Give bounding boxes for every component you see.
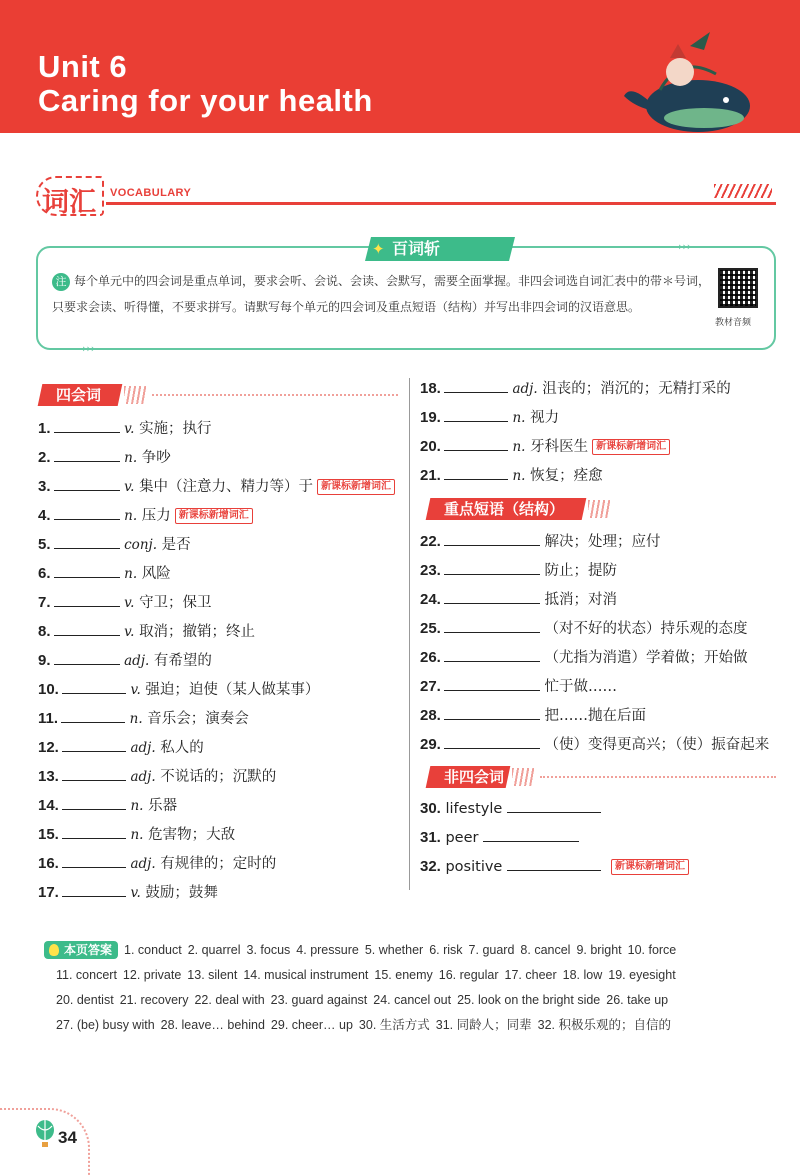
part-of-speech: adj. <box>130 856 156 872</box>
arrows-decoration-bottom: ››› <box>82 342 96 355</box>
answer-blank[interactable] <box>54 476 120 491</box>
balloon-icon <box>34 1120 56 1148</box>
answer-blank[interactable] <box>62 766 126 781</box>
vocab-item <box>38 505 253 526</box>
hatch-decoration <box>588 500 610 518</box>
item-number: 10. <box>38 681 59 698</box>
answer-entry: 29. cheer… up <box>270 1018 353 1032</box>
item-number: 23. <box>420 562 441 579</box>
answer-blank[interactable] <box>444 705 540 720</box>
part-of-speech: v. <box>124 624 135 640</box>
item-number: 9. <box>38 652 51 669</box>
meaning: 视力 <box>530 410 560 426</box>
meaning: 沮丧的；消沉的；无精打采的 <box>542 381 731 397</box>
item-number: 17. <box>38 884 59 901</box>
answer-entry: 27. (be) busy with <box>56 1018 155 1032</box>
hatch-decoration <box>124 386 146 404</box>
answer-blank[interactable] <box>507 798 601 813</box>
intro-note <box>36 239 776 355</box>
vocab-item <box>420 436 670 457</box>
answer-blank[interactable] <box>54 534 120 549</box>
column-divider <box>409 378 410 890</box>
answer-line <box>44 938 764 963</box>
item-number: 32. <box>420 858 441 875</box>
answer-entry: 20. dentist <box>56 993 114 1007</box>
item-number: 20. <box>420 438 441 455</box>
part-of-speech: v. <box>124 479 135 495</box>
part-of-speech: n. <box>130 798 144 814</box>
meaning: 恢复；痊愈 <box>530 468 603 484</box>
answer-blank[interactable] <box>54 505 120 520</box>
meaning: 集中（注意力、精力等）于 <box>139 479 314 495</box>
item-number: 25. <box>420 620 441 637</box>
meaning: 把……抛在后面 <box>544 708 646 724</box>
item-number: 24. <box>420 591 441 608</box>
hatch-decoration <box>714 184 772 198</box>
part-of-speech: n. <box>129 711 143 727</box>
meaning: 忙于做…… <box>544 679 617 695</box>
meaning: 风险 <box>141 566 171 582</box>
vocabulary-heading <box>36 176 776 216</box>
vocab-item <box>38 853 276 874</box>
meaning: 鼓励；鼓舞 <box>145 885 218 901</box>
answer-entry: 23. guard against <box>270 993 368 1007</box>
section-tag-phrases: 重点短语（结构） <box>426 498 587 520</box>
qr-label: 教材音频 <box>715 318 752 328</box>
meaning: 抵消；对消 <box>544 592 617 608</box>
phrase-item <box>420 734 769 755</box>
answer-blank[interactable] <box>62 795 126 810</box>
section-tag-non-four: 非四会词 <box>426 766 511 788</box>
answer-blank[interactable] <box>444 560 540 575</box>
item-number: 26. <box>420 649 441 666</box>
vocabulary-rule <box>106 202 776 205</box>
part-of-speech: n. <box>124 508 138 524</box>
answer-entry: 6. risk <box>429 943 463 957</box>
answer-blank[interactable] <box>62 853 126 868</box>
part-of-speech: v. <box>124 595 135 611</box>
vocab-item <box>38 534 191 555</box>
answer-blank[interactable] <box>54 418 120 433</box>
new-vocab-tag: 新课标新增词汇 <box>611 859 689 875</box>
part-of-speech: v. <box>130 682 141 698</box>
answer-entry: 10. force <box>627 943 677 957</box>
section-tag-four-skill: 四会词 <box>38 384 123 406</box>
answer-blank[interactable] <box>444 734 540 749</box>
item-number: 14. <box>38 797 59 814</box>
vocab-item <box>38 737 204 758</box>
header-banner <box>0 0 800 133</box>
part-of-speech: adj. <box>512 381 538 397</box>
vocab-item <box>38 650 212 671</box>
meaning: 强迫；迫使（某人做某事） <box>145 682 320 698</box>
vocabulary-title-cn: 词汇 <box>42 187 96 218</box>
item-number: 31. <box>420 829 441 846</box>
phrase-item <box>420 531 660 552</box>
vocab-item <box>38 795 177 816</box>
answer-entry: 19. eyesight <box>608 968 676 982</box>
answer-blank[interactable] <box>444 531 540 546</box>
note-body: 每个单元中的四会词是重点单词，要求会听、会说、会读、会默写，需要全面掌握。非四会词选自词汇表中的带＊号词，只要求会读、听得懂，不要求拼写。请默写每个单元的四会词及重点短语（结构）并写出非四会词的汉语意思。 <box>52 274 711 314</box>
answer-entry: 30. 生活方式 <box>358 1018 430 1032</box>
unit-number: Unit 6 <box>38 49 128 84</box>
answer-blank[interactable] <box>54 650 120 665</box>
item-number: 30. <box>420 800 441 817</box>
item-number: 1. <box>38 420 51 437</box>
vocab-item <box>38 621 255 642</box>
vocab-item <box>420 465 603 486</box>
answer-entry: 26. take up <box>606 993 669 1007</box>
answer-entry: 17. cheer <box>504 968 557 982</box>
vocab-item <box>38 418 212 439</box>
english-word: positive <box>445 859 503 875</box>
vocab-item <box>38 824 235 845</box>
item-number: 19. <box>420 409 441 426</box>
answer-entry: 21. recovery <box>119 993 189 1007</box>
non-four-item <box>420 827 579 848</box>
phrase-item <box>420 705 646 726</box>
meaning: 危害物；大敌 <box>148 827 236 843</box>
unit-name: Caring for your health <box>38 83 373 118</box>
vocab-item <box>38 679 319 700</box>
answer-line <box>44 988 764 1013</box>
answer-blank[interactable] <box>444 589 540 604</box>
answer-key <box>44 938 764 1038</box>
meaning: 有希望的 <box>153 653 212 669</box>
vocab-item <box>38 882 218 903</box>
whale-illustration <box>620 14 760 133</box>
vocabulary-title-en: VOCABULARY <box>110 187 192 199</box>
qr-code-icon[interactable] <box>718 268 758 308</box>
answer-entry: 28. leave… behind <box>160 1018 265 1032</box>
answer-entry: 2. quarrel <box>187 943 241 957</box>
part-of-speech: conj. <box>124 537 157 553</box>
phrase-item <box>420 618 747 639</box>
meaning: （对不好的状态）持乐观的态度 <box>544 621 748 637</box>
answer-blank[interactable] <box>62 679 126 694</box>
meaning: 是否 <box>161 537 191 553</box>
meaning: （使）变得更高兴；（使）振奋起来 <box>544 737 770 753</box>
meaning: 乐器 <box>148 798 178 814</box>
answer-entry: 1. conduct <box>124 943 182 957</box>
part-of-speech: adj. <box>130 740 156 756</box>
item-number: 15. <box>38 826 59 843</box>
note-text <box>52 268 720 320</box>
item-number: 7. <box>38 594 51 611</box>
answer-line <box>44 963 764 988</box>
item-number: 28. <box>420 707 441 724</box>
item-number: 29. <box>420 736 441 753</box>
answer-entry: 5. whether <box>364 943 424 957</box>
item-number: 2. <box>38 449 51 466</box>
meaning: 解决；处理；应付 <box>544 534 661 550</box>
unit-title <box>38 50 373 118</box>
answer-entry: 25. look on the bright side <box>457 993 601 1007</box>
vocab-item <box>38 476 395 497</box>
meaning: 争吵 <box>141 450 171 466</box>
phrase-item <box>420 647 747 668</box>
note-tag-label: 百词斩 <box>392 239 441 258</box>
vocab-item <box>38 563 171 584</box>
english-word: lifestyle <box>445 801 503 817</box>
new-vocab-tag: 新课标新增词汇 <box>317 479 395 495</box>
answer-entry: 8. cancel <box>520 943 571 957</box>
answer-entry: 31. 同龄人；同辈 <box>435 1018 532 1032</box>
hatch-decoration <box>512 768 534 786</box>
phrase-item <box>420 676 617 697</box>
item-number: 5. <box>38 536 51 553</box>
answer-blank[interactable] <box>54 592 120 607</box>
answer-blank[interactable] <box>54 447 120 462</box>
part-of-speech: adj. <box>124 653 150 669</box>
meaning: 私人的 <box>160 740 204 756</box>
answer-blank[interactable] <box>444 676 540 691</box>
new-vocab-tag: 新课标新增词汇 <box>175 508 253 524</box>
answer-blank[interactable] <box>54 563 120 578</box>
meaning: 牙科医生 <box>530 439 589 455</box>
item-number: 18. <box>420 380 441 397</box>
meaning: 实施；执行 <box>139 421 212 437</box>
answer-entry: 9. bright <box>576 943 622 957</box>
vocab-item <box>420 378 731 399</box>
answer-blank[interactable] <box>444 378 508 393</box>
part-of-speech: v. <box>130 885 141 901</box>
answer-blank[interactable] <box>62 882 126 897</box>
page-number: 34 <box>58 1128 77 1147</box>
answer-entry: 12. private <box>122 968 182 982</box>
vocab-item <box>38 592 212 613</box>
part-of-speech: n. <box>124 566 138 582</box>
answer-entry: 7. guard <box>468 943 515 957</box>
answer-entry: 32. 积极乐观的；自信的 <box>537 1018 671 1032</box>
meaning: （尤指为消遣）学着做；开始做 <box>544 650 748 666</box>
note-marker: 注 <box>52 273 70 291</box>
phrase-item <box>420 560 617 581</box>
answer-blank[interactable] <box>444 436 508 451</box>
answer-blank[interactable] <box>444 407 508 422</box>
answer-entry: 22. deal with <box>194 993 265 1007</box>
vocab-item <box>38 708 249 729</box>
vocab-item <box>420 407 559 428</box>
part-of-speech: n. <box>130 827 144 843</box>
meaning: 取消；撤销；终止 <box>139 624 256 640</box>
new-vocab-tag: 新课标新增词汇 <box>592 439 670 455</box>
english-word: peer <box>445 830 479 846</box>
answer-blank[interactable] <box>444 618 540 633</box>
part-of-speech: n. <box>124 450 138 466</box>
answer-line <box>44 1013 764 1038</box>
answer-entry: 4. pressure <box>296 943 359 957</box>
runner-icon: ✦ <box>372 240 385 258</box>
meaning: 不说话的；沉默的 <box>160 769 277 785</box>
dotted-rule <box>152 394 398 396</box>
answer-entry: 16. regular <box>438 968 499 982</box>
item-number: 4. <box>38 507 51 524</box>
answer-entry: 15. enemy <box>374 968 433 982</box>
answer-blank[interactable] <box>62 737 126 752</box>
part-of-speech: n. <box>512 410 526 426</box>
part-of-speech: n. <box>512 439 526 455</box>
meaning: 防止；提防 <box>544 563 617 579</box>
answer-blank[interactable] <box>444 647 540 662</box>
item-number: 12. <box>38 739 59 756</box>
part-of-speech: adj. <box>130 769 156 785</box>
meaning: 压力 <box>141 508 171 524</box>
meaning: 有规律的；定时的 <box>160 856 277 872</box>
answer-blank[interactable] <box>483 827 579 842</box>
answer-entry: 24. cancel out <box>373 993 452 1007</box>
phrase-item <box>420 589 617 610</box>
item-number: 16. <box>38 855 59 872</box>
part-of-speech: v. <box>124 421 135 437</box>
arrows-decoration: ››› <box>678 240 692 253</box>
non-four-item <box>420 856 689 877</box>
answer-blank[interactable] <box>54 621 120 636</box>
answer-entry: 11. concert <box>56 968 117 982</box>
item-number: 6. <box>38 565 51 582</box>
item-number: 11. <box>38 710 59 727</box>
item-number: 8. <box>38 623 51 640</box>
meaning: 守卫；保卫 <box>139 595 212 611</box>
answer-key-label: 本页答案 <box>44 941 118 959</box>
answer-entry: 18. low <box>562 968 603 982</box>
answer-blank[interactable] <box>444 465 508 480</box>
answer-entry: 13. silent <box>187 968 238 982</box>
item-number: 22. <box>420 533 441 550</box>
answer-blank[interactable] <box>62 824 126 839</box>
answer-entry: 14. musical instrument <box>243 968 369 982</box>
meaning: 音乐会；演奏会 <box>147 711 249 727</box>
dotted-rule <box>540 776 776 778</box>
item-number: 21. <box>420 467 441 484</box>
vocab-item <box>38 447 171 468</box>
vocab-item <box>38 766 276 787</box>
answer-entry: 3. focus <box>246 943 291 957</box>
part-of-speech: n. <box>512 468 526 484</box>
item-number: 27. <box>420 678 441 695</box>
item-number: 3. <box>38 478 51 495</box>
non-four-item <box>420 798 601 819</box>
answer-blank[interactable] <box>61 708 125 723</box>
item-number: 13. <box>38 768 59 785</box>
answer-blank[interactable] <box>507 856 601 871</box>
